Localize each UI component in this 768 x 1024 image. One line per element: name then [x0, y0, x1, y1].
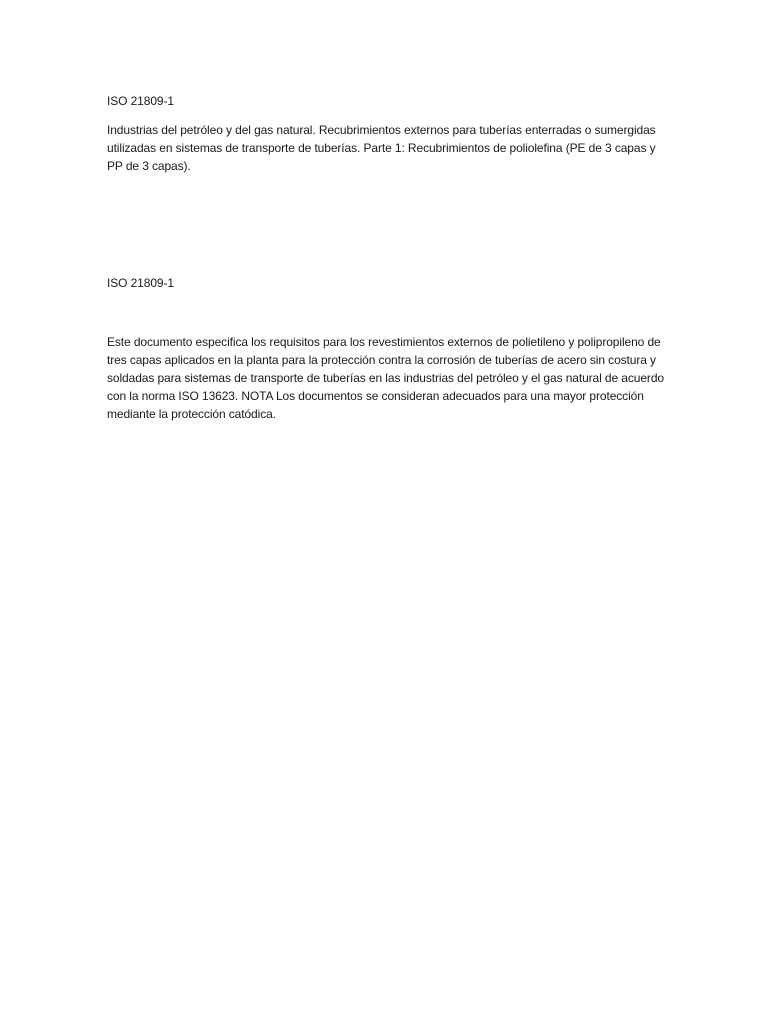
section-heading-2: ISO 21809-1 — [107, 276, 174, 290]
section-heading-1: ISO 21809-1 — [107, 94, 174, 108]
section-paragraph-2: Este documento especifica los requisitos para los revestimientos externos de polietileno y polipropileno de tres capas aplicados en la planta para la protección contra la corrosión de tuberías de acero sin costura y soldadas para sistemas de transporte de tuberías en las industrias del petróleo y el gas natural de acuerdo con la norma ISO 13623. NOTA Los documentos se consideran adecuados para una mayor protección mediante la protección catódica. — [107, 335, 664, 421]
section-paragraph-1: Industrias del petróleo y del gas natural. Recubrimientos externos para tuberías enterradas o sumergidas utilizadas en sistemas de transporte de tuberías. Parte 1: Recubrimientos de poliolefina (PE de 3 capas y PP de 3 capas). — [107, 123, 656, 173]
